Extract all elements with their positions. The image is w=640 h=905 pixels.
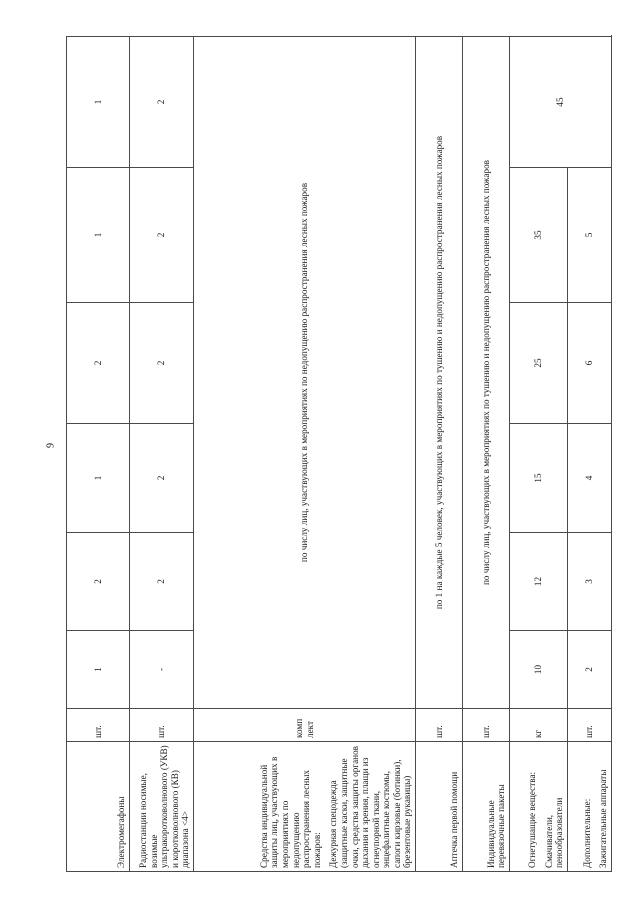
table-row xyxy=(67,37,130,872)
value-cell: 12 xyxy=(510,533,568,631)
value-cell: 25 xyxy=(510,303,568,424)
merged-value-cell: 45 xyxy=(510,37,612,168)
item-name-main: Дополнительные: xyxy=(581,798,592,868)
item-name-main: Огнетушащие вещества: xyxy=(527,771,538,868)
item-name-sub: Смачиватели, пенообразователи xyxy=(543,797,565,868)
table-row xyxy=(130,37,194,872)
item-name: Аптечка первой помощи xyxy=(416,742,463,872)
item-unit: шт. xyxy=(568,709,612,742)
page-number: 9 xyxy=(45,443,57,448)
value-cell: 4 xyxy=(568,424,612,533)
value-cell: 1 xyxy=(67,424,130,533)
item-name: Индивидуальные перевязочные пакеты xyxy=(463,742,510,872)
table-row xyxy=(416,37,463,872)
value-cell: 2 xyxy=(67,303,130,424)
table-row xyxy=(194,37,416,872)
value-cell: 2 xyxy=(130,37,194,168)
item-unit: шт. xyxy=(67,709,130,742)
item-unit: шт. xyxy=(130,709,194,742)
item-name xyxy=(510,742,568,872)
value-cell: 2 xyxy=(568,631,612,709)
table-row xyxy=(510,37,568,872)
value-cell: 10 xyxy=(510,631,568,709)
value-cell: 2 xyxy=(130,303,194,424)
item-name xyxy=(568,742,612,872)
value-cell: 1 xyxy=(67,37,130,168)
table-row xyxy=(463,37,510,872)
value-cell: 2 xyxy=(130,533,194,631)
item-unit: кг xyxy=(510,709,568,742)
item-name: Радиостанции носимые, возимые ультракоротковолнового (УКВ) и коротковолнового (КВ) диапазона <4> xyxy=(130,742,194,872)
item-name xyxy=(194,742,416,872)
item-unit: шт. xyxy=(463,709,510,742)
value-cell: 3 xyxy=(568,533,612,631)
value-cell: 15 xyxy=(510,424,568,533)
item-name: Электромегафоны xyxy=(67,742,130,872)
item-name-sub: Дежурная спецодежда (защитные каски, защитные очки, средства защиты органов дыхания и зрения, плащи из огнеупорной ткани, энцефалитные костюмы, сапоги кирзовые (ботинки), брезентовые рукавицы) xyxy=(328,745,413,868)
rotated-table-container xyxy=(66,37,611,872)
item-unit: комп лект xyxy=(194,709,416,742)
merged-note-cell: по 1 на каждые 5 человек, участвующих в мероприятиях по тушению и недопущению распространения лесных пожаров xyxy=(416,37,463,709)
item-unit: шт. xyxy=(416,709,463,742)
merged-note-cell: по числу лиц, участвующих в мероприятиях по тушению и недопущению распространения лесных пожаров xyxy=(463,37,510,709)
item-name-main: Средства индивидуальной защиты лиц, участвующих в мероприятиях по недопущению распространения лесных пожаров: xyxy=(258,756,322,868)
value-cell: 2 xyxy=(67,533,130,631)
value-cell: 2 xyxy=(130,168,194,303)
value-cell: 6 xyxy=(568,303,612,424)
value-cell: 1 xyxy=(67,168,130,303)
value-cell: 5 xyxy=(568,168,612,303)
value-cell: 35 xyxy=(510,168,568,303)
value-cell: 2 xyxy=(130,424,194,533)
merged-note-cell: по числу лиц, участвующих в мероприятиях по недопущению распространения лесных пожаров xyxy=(194,37,416,709)
value-cell: - xyxy=(130,631,194,709)
value-cell: 1 xyxy=(67,631,130,709)
equipment-table xyxy=(66,36,612,872)
item-name-sub: Зажигательные аппараты xyxy=(598,769,609,868)
